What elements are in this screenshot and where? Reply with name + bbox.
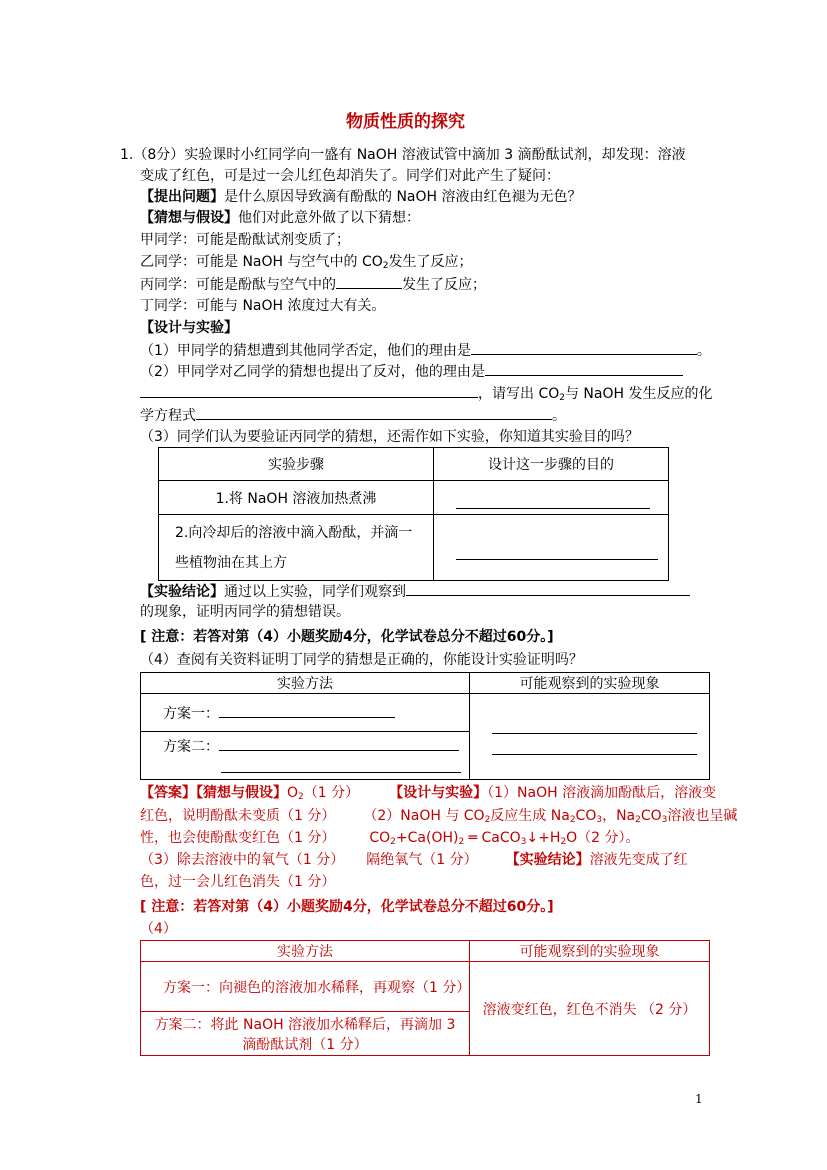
answer-plan-table	[140, 940, 710, 1056]
part1-text: （1）甲同学的猜想遭到其他同学否定，他们的理由是	[140, 343, 471, 359]
blank-equation[interactable]	[196, 405, 552, 420]
subscript: 3	[661, 815, 668, 825]
blank-plan2a[interactable]	[219, 736, 459, 751]
question-intro-line1: 1.（8分）实验课时小红同学向一盛有 NaOH 溶液试管中滴加 3 滴酚酞试剂，却发现：溶液	[120, 147, 686, 163]
answer-text: 性，也会使酚酞变红色（1 分）	[140, 830, 336, 846]
answer-bonus-note: [ 注意：若答对第（4）小题奖励4分，化学试卷总分不超过60分。]	[140, 899, 554, 915]
blank-part2a[interactable]	[485, 361, 683, 376]
answer-line4	[140, 850, 688, 870]
guess-jia: 甲同学：可能是酚酞试剂变质了；	[140, 232, 350, 248]
answer-design-text: （1）NaOH 溶液滴加酚酞后，溶液变	[487, 785, 717, 801]
answer-line3	[140, 828, 640, 852]
blank-part1[interactable]	[471, 340, 697, 355]
table1-header-purpose: 设计这一步骤的目的	[434, 448, 669, 481]
experiment-steps-table	[158, 447, 669, 581]
table1-step2-line1: 2.向冷却后的溶液中滴入酚酞，并滴一	[175, 524, 413, 541]
guess-ding: 丁同学：可能与 NaOH 浓度过大有关。	[140, 298, 386, 314]
part2c-end: 。	[552, 408, 566, 424]
table1-step2	[159, 515, 434, 581]
table1-header-steps: 实验步骤	[159, 448, 434, 481]
subscript: 2	[458, 837, 465, 847]
table2-header-phenomenon: 可能观察到的实验现象	[470, 673, 710, 694]
answer-text: 溶液也呈碱	[667, 808, 738, 824]
answer-text: CO	[575, 808, 597, 824]
conclusion-text: 通过以上实验，同学们观察到	[224, 584, 406, 600]
table1-step1: 1.将 NaOH 溶液加热煮沸	[159, 481, 434, 515]
conclusion-tag: 【实验结论】	[140, 584, 224, 600]
blank-conclusion[interactable]	[406, 581, 690, 596]
bonus-note: [ 注意：若答对第（4）小题奖励4分，化学试卷总分不超过60分。]	[140, 629, 554, 645]
part1-end: 。	[696, 343, 711, 359]
answer-line2	[140, 806, 737, 830]
answer-text: 红色，说明酚酞未变质（1 分）	[140, 808, 336, 824]
answer-plan2-line2: 滴酚酞试剂（1 分）	[242, 1036, 368, 1053]
answer-text: ，Na	[602, 808, 636, 824]
subscript: 3	[520, 837, 527, 847]
answer-part4: （4）	[140, 921, 177, 937]
guess-line	[140, 208, 420, 228]
part1-line	[140, 340, 711, 361]
page-number: 1	[695, 1092, 703, 1106]
subscript: 2	[390, 837, 396, 847]
table2-phenomenon-cell[interactable]	[470, 694, 710, 780]
part4-line: （4）查阅有关资料证明丁同学的猜想是正确的，你能设计实验证明吗？	[140, 652, 583, 668]
part2-text: （2）甲同学对乙同学的猜想也提出了反对，他的理由是	[140, 364, 485, 380]
table2-plan2[interactable]	[141, 732, 470, 780]
equation-text: ═ CaCO	[464, 830, 521, 846]
subscript: 2	[560, 837, 567, 847]
answer-line5: 色，过一会儿红色消失（1 分）	[140, 874, 336, 890]
question-intro-line2: 变成了红色，可是过一会儿红色却消失了。同学们对此产生了疑问：	[140, 168, 560, 184]
table2-header-method: 实验方法	[141, 673, 470, 694]
blank-plan1[interactable]	[219, 703, 395, 718]
equation-text: O（2 分）。	[566, 830, 640, 846]
answer-plan2-line1: 方案二：将此 NaOH 溶液加水稀释后，再滴加 3	[154, 1016, 456, 1033]
answer-tag: 【答案】【猜想与假设】	[140, 785, 287, 801]
answer-design-tag: 【设计与实验】	[389, 785, 488, 801]
conclusion-line2: 的现象，证明丙同学的猜想错误。	[140, 604, 350, 620]
answer-text: 反应生成 Na	[490, 808, 570, 824]
part3-line: （3）同学们认为要验证丙同学的猜想，还需作如下实验，你知道其实验目的吗？	[140, 429, 639, 445]
guess-bing-text-end: 发生了反应；	[402, 277, 486, 293]
table1-purpose2[interactable]	[434, 515, 669, 581]
answer-line1	[140, 783, 716, 807]
answer-result: 溶液变红色，红色不消失 （2 分）	[470, 962, 710, 1056]
answer-plan2	[141, 1012, 470, 1056]
answer-plan1: 方案一：向褪色的溶液加水稀释，再观察（1 分）	[141, 962, 470, 1012]
part2-line	[140, 361, 683, 382]
part2-line3	[140, 405, 566, 426]
answer-table-header-phenomenon: 可能观察到的实验现象	[470, 941, 710, 962]
problem-line	[140, 187, 582, 207]
answer-o2: O	[287, 785, 299, 801]
part2b-text: ，请写出 CO	[478, 386, 560, 402]
guess-text: 他们对此意外做了以下猜想：	[238, 210, 420, 226]
problem-text: 是什么原因导致滴有酚酞的 NaOH 溶液由红色褪为无色？	[224, 189, 582, 205]
guess-yi-text: 乙同学：可能是 NaOH 与空气中的 CO	[140, 254, 383, 270]
answer-table-header-method: 实验方法	[141, 941, 470, 962]
guess-bing	[140, 274, 486, 295]
guess-yi	[140, 252, 472, 276]
part2b-text-end: 与 NaOH 发生反应的化	[564, 386, 713, 402]
subscript: 3	[596, 815, 603, 825]
plan2-label: 方案二：	[163, 739, 219, 755]
subscript: 2	[484, 815, 491, 825]
design-tag: 【设计与实验】	[140, 320, 238, 336]
answer-conclusion-tag: 【实验结论】	[505, 852, 590, 868]
blank-bing[interactable]	[336, 274, 402, 289]
guess-tag: 【猜想与假设】	[140, 210, 238, 226]
guess-bing-text: 丙同学：可能是酚酞与空气中的	[140, 277, 336, 293]
blank-part2b[interactable]	[140, 383, 478, 398]
plan1-label: 方案一：	[163, 705, 219, 722]
subscript: 2	[635, 815, 641, 825]
answer-text: CO	[640, 808, 662, 824]
subscript: 2	[298, 792, 304, 802]
answer-text: 隔绝氧气（1 分）	[366, 852, 478, 868]
answer-text: 溶液先变成了红	[589, 852, 688, 868]
answer-score: （1 分）	[303, 785, 360, 801]
guess-yi-text-end: 发生了反应；	[388, 254, 473, 270]
subscript: 2	[569, 815, 576, 825]
blank-plan2b[interactable]	[221, 762, 461, 773]
subscript: 2	[559, 393, 565, 403]
page-title: 物质性质的探究	[346, 112, 465, 132]
problem-tag: 【提出问题】	[140, 189, 224, 205]
equation-text: CO	[369, 830, 391, 846]
conclusion-line	[140, 581, 690, 602]
table1-purpose1[interactable]	[434, 481, 669, 515]
plan-table	[140, 672, 710, 780]
answer-text: （3）除去溶液中的氧气（1 分）	[140, 852, 345, 868]
table2-plan1[interactable]	[141, 694, 470, 732]
answer-text: （2）NaOH 与 CO	[363, 808, 485, 824]
subscript: 2	[382, 261, 389, 271]
equation-text: +Ca(OH)	[395, 830, 459, 846]
table1-step2-line2: 些植物油在其上方	[175, 554, 287, 571]
equation-text: ↓+H	[526, 830, 561, 846]
part2c-text: 学方程式	[140, 408, 196, 424]
